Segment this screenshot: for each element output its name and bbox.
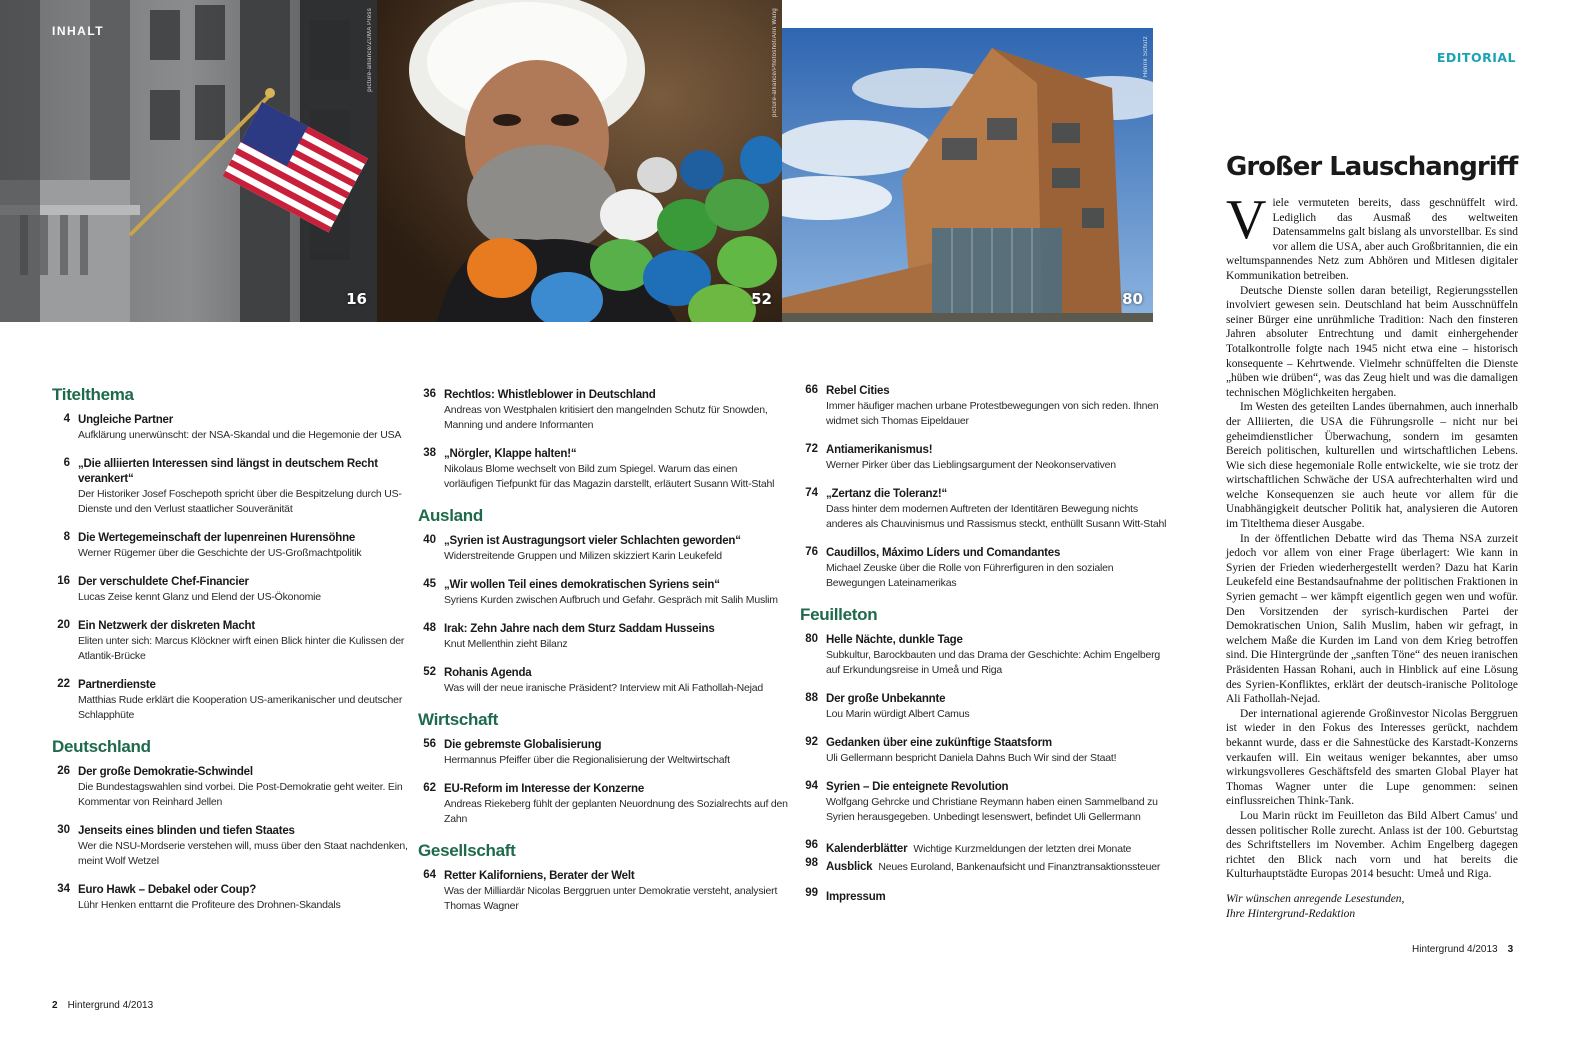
toc-page-number: 26 [57, 765, 70, 777]
toc-page-number: 38 [423, 447, 436, 459]
toc-column-2 [418, 388, 788, 928]
toc-entry[interactable] [418, 622, 788, 652]
toc-title: „Zertanz die Toleranz!“ [826, 488, 948, 500]
toc-description: Subkultur, Barockbauten und das Drama der Geschichte: Achim Engelberg auf Erkundungsreise in Umeå und Riga [826, 649, 1161, 676]
toc-page-number: 74 [805, 487, 818, 499]
toc-entry[interactable] [52, 619, 422, 664]
toc-page-number: 96 [805, 839, 818, 851]
inhalt-label: INHALT [52, 24, 105, 38]
toc-description: Dass hinter dem modernen Auftreten der Identitären Bewegung nichts anderes als Chauvinismus und Rassismus steckt, enthüllt Susann Witt-Stahl [826, 503, 1167, 530]
toc-page-number: 22 [57, 678, 70, 690]
photo-credit: picture-alliance/ZUMA Press [367, 8, 373, 92]
editorial-paragraph: Viele vermuteten bereits, dass geschnüffelt wird. Lediglich das Ausmaß des weltweiten Datensammelns galt bislang als unvorstellbar. Es sind vor allem die USA, aber auch Großbritannien, die ein weltumspannendes Netz zum Abhören und Mitlesen digitaler Kommunikation betreiben. [1226, 189, 1518, 282]
section-heading: Ausland [418, 506, 483, 525]
issue-label: Hintergrund 4/2013 [67, 1000, 154, 1011]
toc-title: Die gebremste Globalisierung [444, 739, 602, 751]
toc-title: Rechtlos: Whistleblower in Deutschland [444, 389, 656, 401]
editorial-title: Großer Lauschangriff [1226, 152, 1518, 182]
toc-description: Knut Mellenthin zieht Bilanz [444, 638, 568, 650]
toc-title: Euro Hawk – Debakel oder Coup? [78, 884, 257, 896]
toc-description: Eliten unter sich: Marcus Klöckner wirft einen Blick hinter die Kulissen der Atlantik-Brücke [78, 635, 405, 662]
editorial-paragraph: Deutsche Dienste sollen daran beteiligt, Regierungsstellen involviert gewesen sein. Deutschland hat beim Ausschnüffeln seiner Bürger eine unrühmliche Tradition: Nach den finsteren Jahren absoluter Entrechtung und damit einhergehender Totalkontrolle folgte nach 1945 nicht etwa eine – historisch konsequente – Kehrtwende. Vielmehr schnüffelten die Dienste „hüben wie drüben“, was das Zeug hielt und was die damaligen technischen Möglichkeiten hergaben. [1226, 284, 1518, 399]
toc-description: Wolfgang Gehrcke und Christiane Reymann haben einen Sammelband zu Syrien herausgegeben. Unbedingt lesenswert, befindet Uli Gellermann [826, 796, 1158, 823]
toc-title: „Syrien ist Austragungsort vieler Schlachten geworden“ [444, 535, 741, 547]
toc-description: Nikolaus Blome wechselt von Bild zum Spiegel. Warum das einen vorläufigen Tiefpunkt für das Magazin darstellt, erläutert Susann Witt-Stahl [444, 463, 775, 490]
toc-description: Lucas Zeise kennt Glanz und Elend der US-Ökonomie [78, 591, 321, 603]
toc-column-3 [800, 384, 1170, 919]
toc-entry[interactable] [418, 782, 788, 827]
photo-rohani [377, 0, 782, 322]
photo-page-number: 16 [346, 290, 367, 308]
toc-entry[interactable] [418, 666, 788, 696]
toc-page-number: 99 [805, 887, 818, 899]
toc-entry[interactable] [52, 457, 422, 517]
toc-page-number: 56 [423, 738, 436, 750]
building-image [782, 28, 1153, 322]
issue-label: Hintergrund 4/2013 [1412, 944, 1498, 955]
toc-entry[interactable] [800, 692, 1170, 722]
toc-title: Helle Nächte, dunkle Tage [826, 634, 963, 646]
toc-page-number: 92 [805, 736, 818, 748]
section-heading: Titelthema [52, 385, 134, 404]
toc-entry[interactable] [418, 534, 788, 564]
toc-title: Der verschuldete Chef-Financier [78, 576, 249, 588]
toc-title: Caudillos, Máximo Líders und Comandantes [826, 547, 1061, 559]
drop-cap: V [1226, 189, 1267, 251]
toc-page-number: 62 [423, 782, 436, 794]
toc-title: Antiamerikanismus! [826, 444, 933, 456]
section-heading: Wirtschaft [418, 710, 498, 729]
section-heading: Feuilleton [800, 605, 878, 624]
toc-title: „Nörgler, Klappe halten!“ [444, 448, 577, 460]
toc-entry[interactable] [418, 578, 788, 608]
toc-entry[interactable] [800, 633, 1170, 678]
toc-title: Der große Demokratie-Schwindel [78, 766, 253, 778]
editorial-paragraph: In der öffentlichen Debatte wird das Thema NSA zurzeit jedoch vor allem von einer Frage überlagert: Wie kann in Syrien der Frieden wiederhergestellt werden? Dazu hat Karin Leukefeld eine Bestandsaufnahme der politischen Fraktionen in Syrien gemacht – wer kämpft eigentlich gegen wen und wofür. Den Vorsitzenden der syrisch-kurdischen Partei der Demokratischen Union, Salih Muslim, haben wir gefragt, in welchem Maße die Kurden im Land von dem Krieg betroffen sind. Die Hintergründe der „sanften Töne“ des neuen iranischen Präsidenten Hassan Rohani, auch in Hinblick auf eine Lösung des Syrien-Konfliktes, erklärt der deutsch-iranische Politologe Ali Fathollah-Nejad. [1226, 532, 1518, 706]
page-number: 2 [52, 1000, 58, 1011]
toc-description: Wichtige Kurzmeldungen der letzten drei Monate [913, 843, 1132, 855]
toc-entry[interactable] [800, 487, 1170, 532]
toc-description: Was der Milliardär Nicolas Berggruen unter Demokratie versteht, analysiert Thomas Wagner [444, 885, 778, 912]
toc-page-number: 66 [805, 384, 818, 396]
toc-title: Partnerdienste [78, 679, 156, 691]
toc-title: Gedanken über eine zukünftige Staatsform [826, 737, 1052, 749]
toc-entry[interactable] [800, 736, 1170, 766]
toc-page-number: 34 [57, 883, 70, 895]
toc-entry[interactable] [52, 531, 422, 561]
toc-title: EU-Reform im Interesse der Konzerne [444, 783, 645, 795]
toc-page-number: 40 [423, 534, 436, 546]
toc-description: Lou Marin würdigt Albert Camus [826, 708, 970, 720]
toc-entry[interactable] [418, 447, 788, 492]
flag-building-image [0, 0, 377, 322]
toc-entry[interactable] [418, 738, 788, 768]
toc-title: Ausblick [826, 861, 873, 873]
toc-description: Neues Euroland, Bankenaufsicht und Finanztransaktionssteuer [878, 861, 1161, 873]
editorial-paragraph: Der international agierende Großinvestor Nicolas Berggruen ist wieder in den Fokus des Interesses gerückt, nachdem bekannt wurde, dass er die Sahnestücke des Karstadt-Konzerns verkaufen will. Ein weitaus weniger bekanntes, aber umso wirkungsvolleres Geschäftsfeld des smarten Global Player hat Thomas Wagner unter die Lupe genommen: seinen einflussreichen Think-Tank. [1226, 707, 1518, 808]
toc-entry[interactable] [800, 887, 1170, 905]
toc-page-number: 6 [63, 457, 70, 469]
section-heading: Deutschland [52, 737, 151, 756]
toc-entry[interactable] [800, 839, 1170, 857]
toc-title: Ungleiche Partner [78, 414, 174, 426]
toc-entry[interactable] [800, 546, 1170, 591]
toc-entry[interactable] [52, 765, 422, 810]
toc-description: Andreas von Westphalen kritisiert den mangelnden Schutz für Snowden, Manning und andere Informanten [444, 404, 768, 431]
toc-entry[interactable] [800, 443, 1170, 473]
toc-entry[interactable] [52, 575, 422, 605]
toc-entry[interactable] [52, 824, 422, 869]
toc-entry[interactable] [800, 780, 1170, 825]
toc-entry[interactable] [52, 678, 422, 723]
toc-description: Aufklärung unerwünscht: der NSA-Skandal und die Hegemonie der USA [78, 429, 402, 441]
editorial-label: EDITORIAL [1436, 50, 1516, 65]
toc-page-number: 52 [423, 666, 436, 678]
editorial-paragraph: Im Westen des geteilten Landes übernahmen, auch innerhalb der Alliierten, die USA die Führungsrolle – nicht nur bei geheimdienstlicher Überwachung, sondern im gesamten Bereich politischen, kulturellen und wirtschaftlichen Lebens. Wie sich diese hegemoniale Rolle entwickelte, wie sie trotz der wirtschaftlichen Schwäche der USA aufrechterhalten wird und welche Konsequenzen sie auch heute vor allem für die Unabhängigkeit deutscher Politik hat, analysieren die Autoren im Titelthema dieser Ausgabe. [1226, 401, 1518, 531]
toc-title: Der große Unbekannte [826, 693, 946, 705]
toc-entry[interactable] [52, 883, 422, 913]
toc-title: Irak: Zehn Jahre nach dem Sturz Saddam Husseins [444, 623, 715, 635]
toc-page-number: 4 [63, 413, 70, 425]
page-number: 3 [1507, 944, 1514, 955]
photo-flag [0, 0, 377, 322]
toc-entry[interactable] [418, 388, 788, 433]
toc-page-number: 94 [805, 780, 818, 792]
signature-line: Ihre Hintergrund-Redaktion [1226, 908, 1356, 920]
page-footer-right [1412, 944, 1513, 955]
toc-title: Kalenderblätter [826, 843, 908, 855]
toc-page-number: 88 [805, 692, 818, 704]
toc-description: Syriens Kurden zwischen Aufbruch und Gefahr. Gespräch mit Salih Muslim [444, 594, 778, 606]
section-heading: Gesellschaft [418, 841, 516, 860]
toc-title: „Die alliierten Interessen sind längst in deutschem Recht verankert“ [78, 458, 378, 485]
toc-page-number: 30 [57, 824, 70, 836]
editorial-signature [1226, 892, 1404, 922]
signature-line: Wir wünschen anregende Lesestunden, [1226, 893, 1405, 905]
toc-description: Werner Pirker über das Lieblingsargument der Neokonservativen [826, 459, 1116, 471]
toc-description: Michael Zeuske über die Rolle von Führerfiguren in den sozialen Bewegungen Lateinamerikas [826, 562, 1114, 589]
toc-description: Andreas Riekeberg fühlt der geplanten Neuordnung des Sozialrechts auf den Zahn [444, 798, 788, 825]
toc-description: Immer häufiger machen urbane Protestbewegungen von sich reden. Ihnen widmet sich Thomas Eipeldauer [826, 400, 1159, 427]
toc-page-number: 16 [57, 575, 70, 587]
toc-title: Ein Netzwerk der diskreten Macht [78, 620, 256, 632]
toc-page-number: 36 [423, 388, 436, 400]
toc-description: Lühr Henken enttarnt die Profiteure des Drohnen-Skandals [78, 899, 341, 911]
toc-page-number: 48 [423, 622, 436, 634]
toc-description: Uli Gellermann bespricht Daniela Dahns Buch Wir sind der Staat! [826, 752, 1117, 764]
toc-page-number: 98 [805, 857, 818, 869]
toc-entry[interactable] [800, 384, 1170, 429]
toc-description: Werner Rügemer über die Geschichte der US-Großmachtpolitik [78, 547, 362, 559]
toc-title: Retter Kaliforniens, Berater der Welt [444, 870, 635, 882]
toc-description: Wer die NSU-Mordserie verstehen will, muss über den Staat nachdenken, meint Wolf Wetzel [78, 840, 408, 867]
toc-title: Die Wertegemeinschaft der lupenreinen Hurensöhne [78, 532, 356, 544]
page-footer-left [52, 1000, 153, 1011]
toc-page-number: 80 [805, 633, 818, 645]
toc-description: Der Historiker Josef Foschepoth spricht über die Bespitzelung durch US-Dienste und den Verlust staatlicher Souveränität [78, 488, 402, 515]
toc-description: Matthias Rude erklärt die Kooperation US-amerikanischer und deutscher Schlapphüte [78, 694, 403, 721]
toc-description: Hermannus Pfeiffer über die Regionalisierung der Weltwirtschaft [444, 754, 730, 766]
editorial-paragraph: Lou Marin rückt im Feuilleton das Bild Albert Camus' und dessen politischer Rolle zurecht. Anlass ist der 100. Geburtstag des Schriftstellers im November. Achim Engelberg dagegen richtet den Blick nach vorn und hat bereits die Kulturhauptstädte Europas 2014 besucht: Umeå und Riga. [1226, 809, 1518, 881]
toc-title: Jenseits eines blinden und tiefen Staates [78, 825, 295, 837]
toc-page-number: 8 [63, 531, 70, 543]
portrait-with-microphones-image [377, 0, 782, 322]
toc-entry[interactable] [418, 869, 788, 914]
toc-page-number: 64 [423, 869, 436, 881]
photo-credit: Henrik Schütz [1143, 36, 1149, 78]
toc-entry[interactable] [52, 413, 422, 443]
photo-credit: picture-alliance/Photoshot/Ann Wang [772, 8, 778, 118]
toc-description: Was will der neue iranische Präsident? Interview mit Ali Fathollah-Nejad [444, 682, 764, 694]
toc-page-number: 20 [57, 619, 70, 631]
toc-page-number: 76 [805, 546, 818, 558]
toc-title: Impressum [826, 891, 886, 903]
toc-entry[interactable] [800, 857, 1170, 875]
editorial-body [1226, 189, 1518, 882]
toc-description: Widerstreitende Gruppen und Milizen skizziert Karin Leukefeld [444, 550, 722, 562]
toc-page-number: 72 [805, 443, 818, 455]
toc-page-number: 45 [423, 578, 436, 590]
toc-description: Die Bundestagswahlen sind vorbei. Die Post-Demokratie geht weiter. Ein Kommentar von Reinhard Jellen [78, 781, 403, 808]
toc-title: „Wir wollen Teil eines demokratischen Syriens sein“ [444, 579, 720, 591]
toc-title: Syrien – Die enteignete Revolution [826, 781, 1009, 793]
toc-title: Rohanis Agenda [444, 667, 532, 679]
photo-building [782, 28, 1153, 322]
photo-page-number: 80 [1122, 290, 1143, 308]
toc-title: Rebel Cities [826, 385, 890, 397]
photo-page-number: 52 [751, 290, 772, 308]
toc-column-1 [52, 385, 422, 927]
